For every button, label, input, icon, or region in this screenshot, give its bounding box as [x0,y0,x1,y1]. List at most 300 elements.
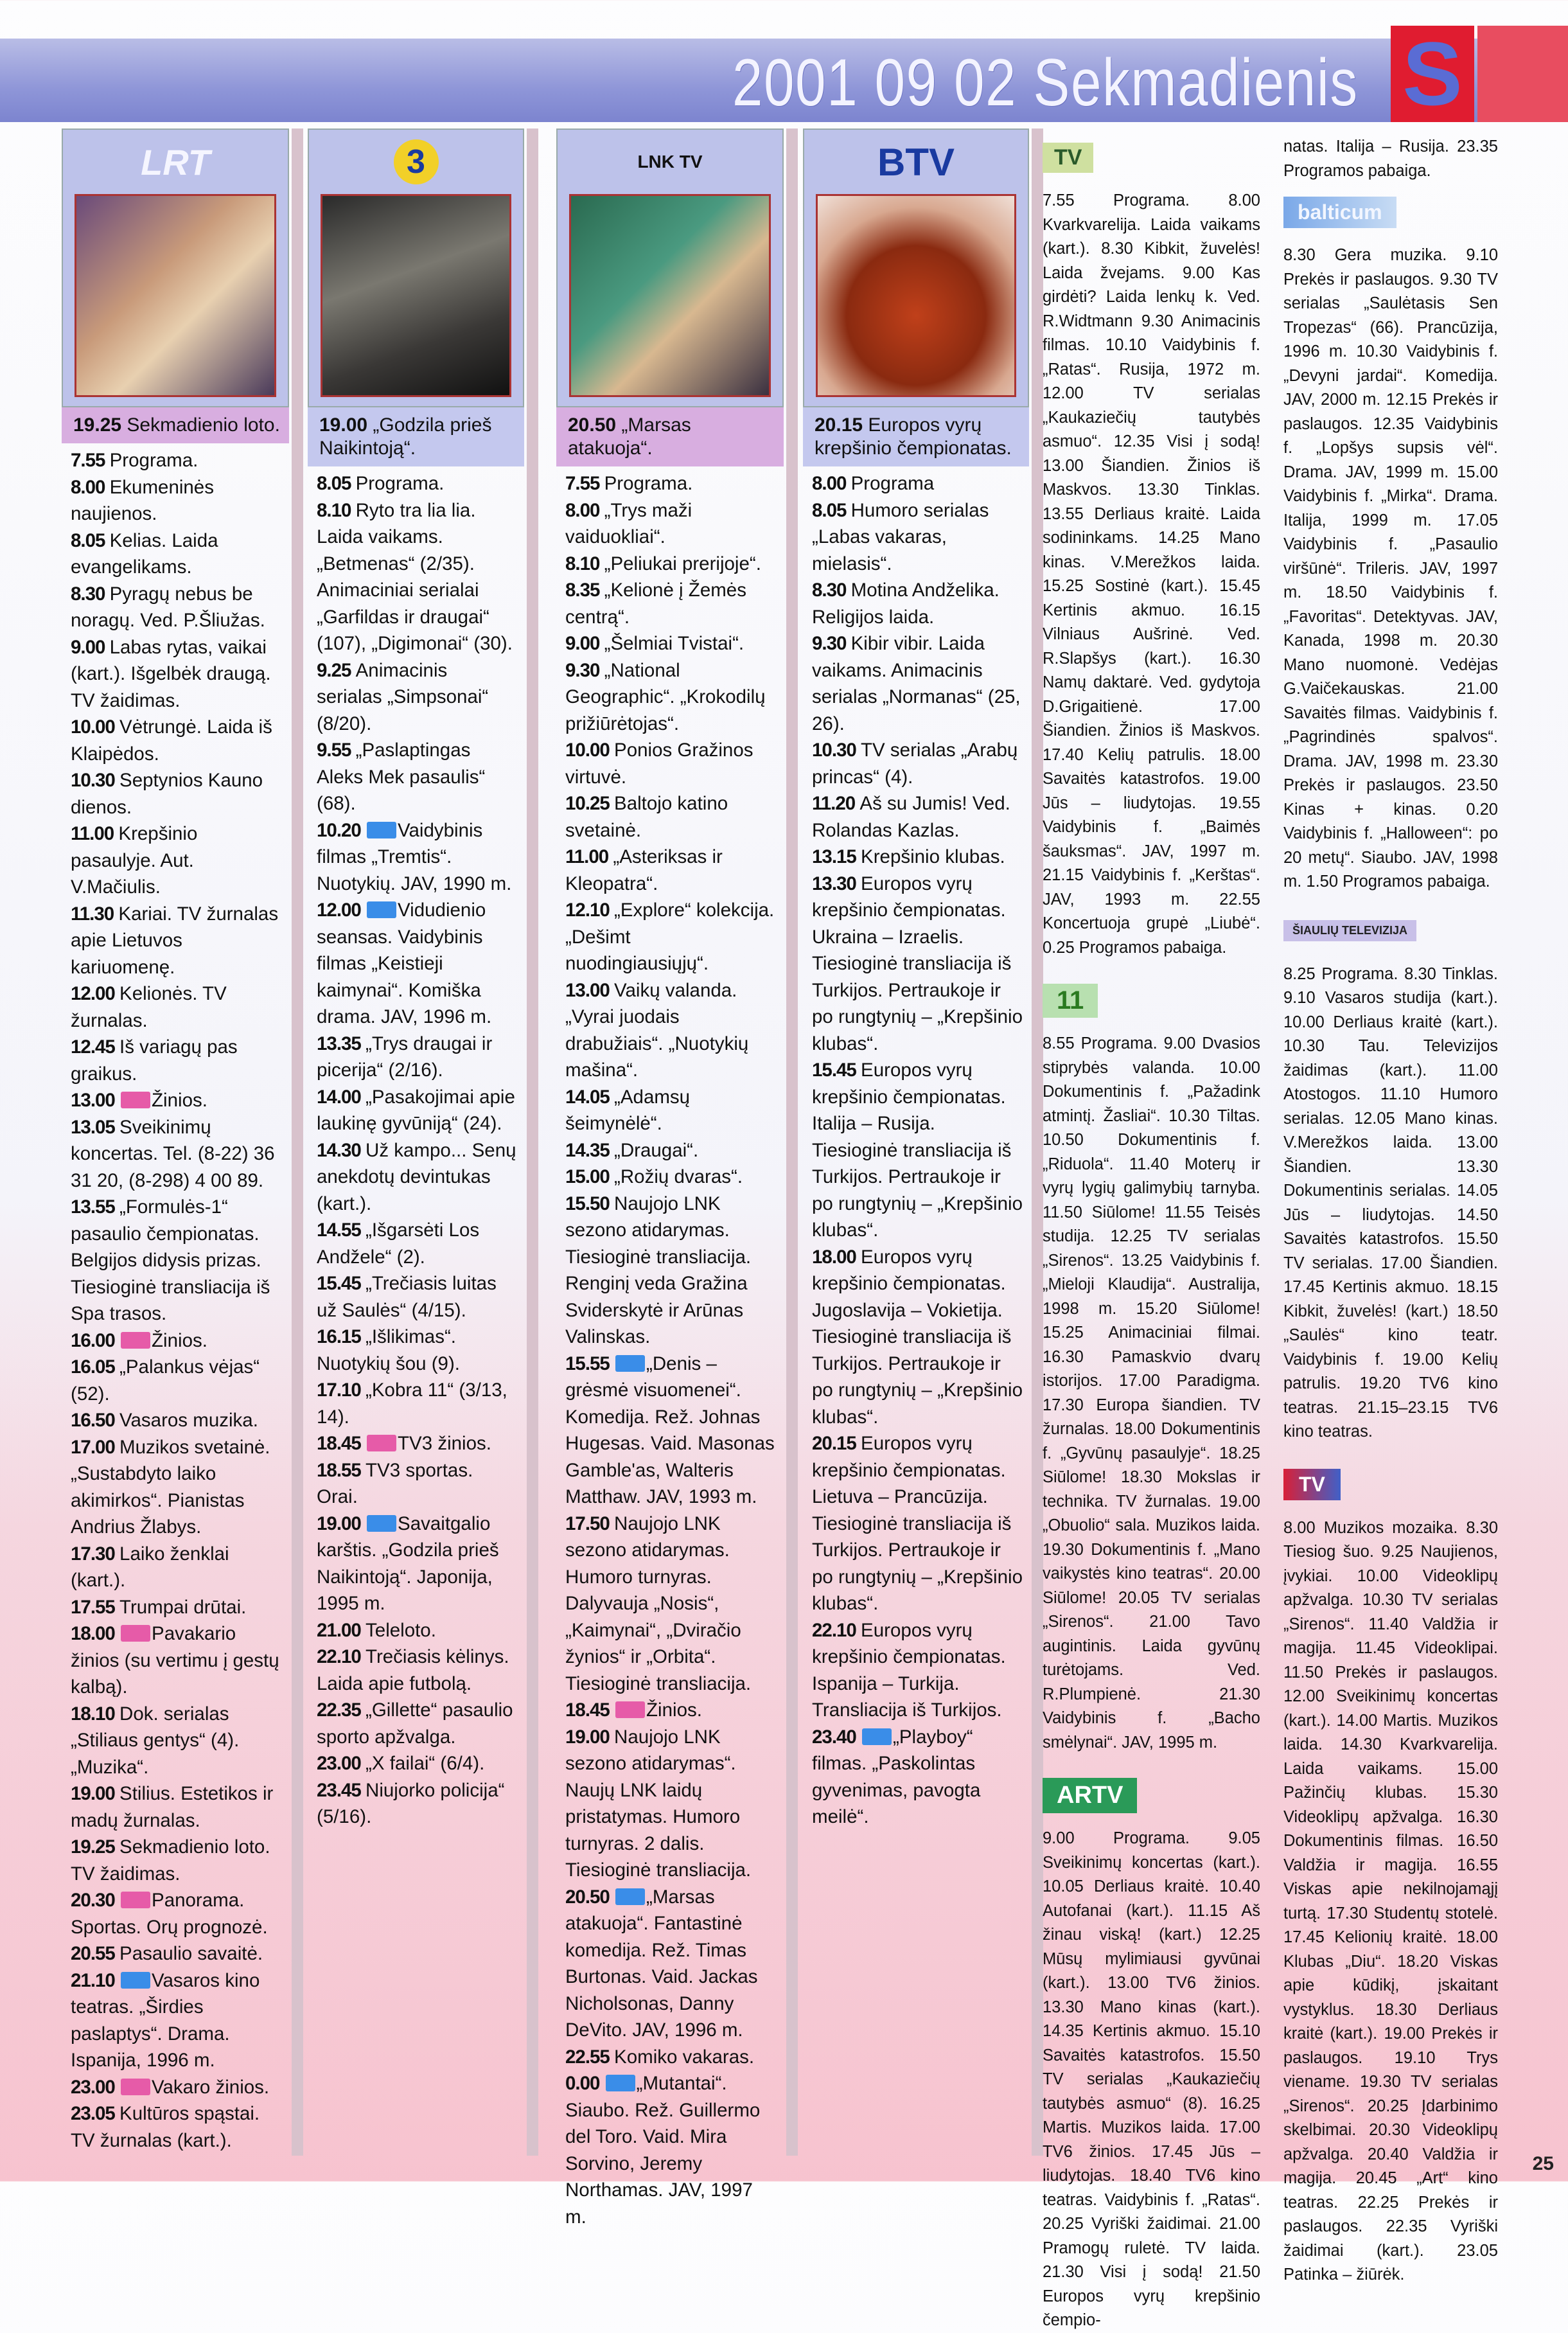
program-title: Už kampo... Senų anekdotų devintukas (kart.). [317,1139,516,1214]
program-time: 7.55 [71,450,110,471]
program-title: Vasaros kino teatras. „Širdies paslaptys“. Drama. Ispanija, 1996 m. [71,1969,260,2071]
program-time: 8.05 [812,499,851,521]
program-entry [565,497,777,551]
program-time: 17.50 [565,1512,615,1534]
program-time: 19.00 [565,1726,615,1748]
program-entry [317,1324,518,1377]
program-entry [317,657,518,738]
program-time: 23.00 [317,1753,366,1774]
program-time: 18.55 [317,1459,366,1481]
program-title: Ryto tra lia lia. Laida vaikams. „Betmenas“ (2/35). Animaciniai serialai „Garfildas ir draugai“ (107), „Digimonai“ (30). [317,499,513,654]
program-title: Kultūros spąstai. TV žurnalas (kart.). [71,2103,260,2151]
program-entry [71,1434,283,1541]
program-entry [565,577,777,630]
header-accent [1477,26,1568,122]
program-time: 19.00 [317,1512,366,1534]
program-title: Motina Andželika. Religijos laida. [812,580,1000,628]
channel-logo-balticum: balticum [1283,190,1503,235]
program-list [800,466,1032,1831]
page-number: 25 [1532,2153,1554,2174]
program-title: „Mutantai“. Siaubo. Rež. Guillermo del Toro. Vaid. Mira Sorvino, Jeremy Northamas. JAV, 1997 m. [565,2073,761,2228]
program-title: TV3 žinios. [398,1433,491,1454]
program-time: 8.05 [317,473,356,494]
program-entry [812,1724,1023,1831]
channel-logo-vilniaus: TV [1043,135,1265,180]
program-time: 20.15 [812,1433,861,1454]
program-entry [812,630,1023,737]
program-entry [317,1777,518,1831]
program-entry [565,2044,777,2071]
program-entry [565,844,777,897]
highlight-box [308,407,524,466]
program-time: 9.00 [71,636,110,658]
program-entry [317,470,518,497]
program-title: „Palankus vėjas“ (52). [71,1356,260,1405]
program-time: 16.50 [71,1410,120,1431]
program-time: 18.10 [71,1703,120,1725]
program-title: Pasaulio savaitė. [119,1943,263,1964]
program-title: Ponios Gražinos virtuvė. [565,740,753,788]
program-title: Iš variagų pas graikus. [71,1036,238,1085]
program-title: „Draugai“. [614,1139,699,1161]
program-title: Naujojo LNK sezono atidarymas. Humoro turnyras. Dalyvauja „Nosis“, „Kaimynai“, „Dviračio žynios“ ir „Orbita“. Tiesioginė transliacija. [565,1512,752,1694]
program-entry [812,577,1023,630]
highlight-box [556,407,784,466]
program-title: Vidudienio seansas. Vaidybinis filmas „Keistieji kaimynai“. Komiška drama. JAV, 1996 m. [317,900,492,1027]
program-time: 10.20 [317,819,366,841]
channel-logo-pltv: TV [1283,1462,1503,1507]
program-entry [565,1191,777,1351]
highlight-title: „Marsas atakuoja“. [568,414,691,459]
program-title: Krepšinio klubas. [861,846,1005,867]
program-time: 13.55 [71,1196,120,1218]
program-entry [565,1884,777,2044]
program-title: „Šelmiai Tvistai“. [604,633,744,654]
program-title: TV serialas „Arabų princas“ (4). [812,740,1018,788]
program-title: Žinios. [152,1329,207,1351]
promo-photo [816,194,1016,397]
program-time: 8.00 [565,499,604,521]
program-title: Vaidybinis filmas „Tremtis“. Nuotykių. JAV, 1990 m. [317,819,512,894]
channel-column-tv3 [305,129,538,2156]
program-title: Ekumeninės naujienos. [71,476,214,524]
program-time: 7.55 [565,473,604,494]
news-icon [121,1892,150,1908]
program-entry [565,1351,777,1511]
program-time: 14.35 [565,1139,615,1161]
program-entry [317,737,518,817]
program-entry [317,1377,518,1430]
program-time: 15.55 [565,1353,615,1374]
program-time: 13.15 [812,846,861,867]
program-title: „Playboy“ filmas. „Paskolintas gyvenimas, pavogta meilė“. [812,1726,981,1827]
program-entry [317,1031,518,1084]
program-title: „Adamsų šeimynėlė“. [565,1086,691,1134]
program-time: 8.00 [71,476,110,498]
program-time: 21.00 [317,1619,366,1641]
program-title: Sveikinimų koncertas. Tel. (8-22) 36 31 20, (8-298) 4 00 89. [71,1116,275,1191]
program-time: 13.30 [812,873,861,894]
program-title: Žinios. [646,1699,702,1721]
program-entry [71,821,283,901]
film-icon [862,1728,892,1745]
program-title: Niujorko policija“ (5/16). [317,1779,505,1827]
program-list [305,466,527,1831]
program-title: Pavakario žinios (su vertimu į gestų kalbą). [71,1623,279,1698]
program-entry [71,1701,283,1781]
channel-column-btv [800,129,1043,2156]
program-entry [71,1887,283,1940]
minor-channels-column-a [1037,129,1265,2329]
program-entry [71,1967,283,2074]
program-entry [812,844,1023,871]
channel-header [308,129,524,407]
program-time: 18.45 [565,1699,615,1721]
highlight-time: 20.15 [815,414,863,436]
program-entry [565,1137,777,1164]
program-time: 13.05 [71,1116,120,1138]
program-entry [71,1327,283,1354]
program-entry [71,634,283,714]
program-time: 17.30 [71,1543,120,1565]
program-title: Sekmadienio loto. TV žaidimas. [71,1836,270,1885]
program-time: 8.05 [71,529,110,551]
program-title: „Išgarsėti Los Andžele“ (2). [317,1220,480,1268]
program-entry [317,1084,518,1137]
program-title: „Trys maži vaiduokliai“. [565,499,692,547]
program-title: Naujojo LNK sezono atidarymas“. Naujų LNK laidų pristatymas. Humoro turnyras. 2 dalis. Tiesioginė transliacija. [565,1726,752,1881]
program-title: Programa [850,473,935,494]
schedule-text: 9.00 Programa. 9.05 Sveikinimų koncertas (kart.). 10.05 Derliaus kraitė. 10.40 Autofanai (kart.). 11.15 Aš žinau viską! (kart.) 12.25 Mūsų mylimiausi gyvūnai (kart.). 13.00 TV6 žinios. 13.30 Mano kinas (kart.). 14.35 Kertinis akmuo. 15.10 Savaitės katastrofos. 15.50 TV serialas „Kaukaziečių tautybės asmuo“ (8). 16.25 Martis. Muzikos laida. 17.00 TV6 žinios. 17.45 Jūs – liudytojas. 18.40 TV6 kino teatras. Vaidybinis f. „Ratas“. 20.25 Vyriški žaidimai. 21.00 Pramogų ruletė. TV laida. 21.30 Visi į sodą! 21.50 Europos vyrų krepšinio čempio- [1043,1829,1260,2329]
news-icon [121,1625,150,1642]
program-title: Programa. [355,473,445,494]
program-time: 9.30 [565,659,604,681]
film-icon [367,822,396,838]
program-time: 16.05 [71,1356,120,1378]
highlight-title: „Godzila prieš Naikintoją“. [319,414,492,459]
highlight-box [62,407,289,443]
program-entry [812,790,1023,844]
program-time: 10.30 [812,740,861,761]
program-time: 9.25 [317,659,356,681]
program-title: „Gillette“ pasaulio sporto apžvalga. [317,1699,513,1748]
program-time: 9.30 [812,633,851,654]
program-time: 8.10 [317,499,356,521]
program-list [554,466,786,2230]
program-title: Kelionės. TV žurnalas. [71,983,227,1031]
highlight-title: Europos vyrų krepšinio čempionatas. [815,414,1012,459]
program-time: 13.00 [565,979,615,1001]
program-title: Panorama. Sportas. Orų prognozė. [71,1890,268,1938]
program-title: „Trečiasis luitas už Saulės“ (4/15). [317,1273,497,1321]
program-title: „Denis – grėsmė visuomenei“. Komedija. Rež. Johnas Hugesas. Vaid. Masonas Gamble'as, Walteris Matthaw. JAV, 1993 m. [565,1353,775,1507]
program-time: 12.00 [317,900,366,921]
program-time: 10.25 [565,793,615,814]
channel-column-lrt [59,129,303,2156]
program-time: 23.45 [317,1779,366,1801]
channel-logo: LNK TV [637,152,703,172]
schedule-text: natas. Italija – Rusija. 23.35 Programos pabaiga. [1283,137,1498,180]
program-entry [317,817,518,898]
film-icon [367,1515,396,1532]
program-time: 13.35 [317,1033,366,1054]
highlight-box [803,407,1029,466]
program-entry [317,1457,518,1511]
program-entry [565,1164,777,1191]
program-title: „Kelionė į Žemės centrą“. [565,580,746,628]
program-time: 8.00 [812,473,851,494]
program-entry [71,1594,283,1621]
program-time: 10.00 [565,740,615,761]
program-entry [317,897,518,1031]
schedule-text: 7.55 Programa. 8.00 Kvarkvarelija. Laida vaikams (kart.). 8.30 Kibkit, žuvelės! Laida žvejams. 9.00 Kas girdėti? Laida lenkų k. Ved. R.Widtmann 9.30 Animacinis filmas. 10.10 Vaidybinis f. „Ratas“. Rusija, 1972 m. 12.00 TV serialas „Kaukaziečių tautybės asmuo“. 12.35 Visi į sodą! 13.00 Šiandien. Žinios iš Maskvos. 13.30 Tinklas. 13.55 Derliaus kraitė. Laida sodininkams. 14.25 Mano kinas. V.Merežkos laida. 15.25 Sostinė (kart.). 15.45 Kertinis akmuo. 16.15 Vilniaus Aušrinė. Ved. R.Slapšys (kart.). 16.30 Namų daktarė. Ved. gydytoja D.Grigaitienė. 17.00 Šiandien. Žinios iš Maskvos. 17.40 Kelių patrulis. 18.00 Savaitės katastrofos. 19.00 Jūs – liudytojas. 19.55 Vaidybinis f. „Baimės šauksmas“. JAV, 1997 m. 21.15 Vaidybinis f. „Kerštas“. JAV, 1993 m. 22.55 Koncertuoja grupė „Liubė“. 0.25 Programos pabaiga. [1043,191,1260,957]
program-entry [71,1834,283,1887]
program-title: „Išlikimas“. Nuotykių šou (9). [317,1326,460,1374]
program-entry [71,2100,283,2154]
channel-logo-11: 11 [1043,978,1265,1023]
film-icon [606,2075,635,2091]
program-entry [71,528,283,581]
program-time: 22.55 [565,2046,615,2068]
program-title: „Marsas atakuoja“. Fantastinė komedija. Rež. Timas Burtonas. Vaid. Jackas Nicholsonas, Danny DeVito. JAV, 1996 m. [565,1886,758,2041]
program-entry [71,1780,283,1834]
program-entry [565,1511,777,1698]
channel-logo: BTV [877,140,955,184]
schedule-text: 8.00 Muzikos mozaika. 8.30 Tiesiog šuo. 9.25 Naujienos, įvykiai. 10.00 Videoklipų apžvalga. 10.30 TV serialas „Sirenos“. 11.40 Valdžia ir magija. 11.45 Videoklipai. 11.50 Prekės ir paslaugos. 12.00 Sveikinimų koncertas (kart.). 14.00 Martis. Muzikos laida. 14.30 Kvarkvarelija. Laida vaikams. 15.00 Pažinčių klubas. 15.30 Videoklipų apžvalga. 16.30 Dokumentinis filmas. 16.50 Valdžia ir magija. 16.55 Viskas apie nekilnojamąjį turtą. 17.30 Studentų stotelė. 17.45 Kelionių kraitė. 18.00 Klubas „Diu“. 18.20 Viskas apie kūdikį, įskaitant vystyklus. 18.30 Derliaus kraitė (kart.). 19.00 Prekės ir paslaugos. 19.10 Trys viename. 19.30 TV serialas „Sirenos“. 20.25 Įdarbinimo skelbimai. 20.30 Videoklipų apžvalga. 20.40 Valdžia ir magija. 20.45 „Art“ kino teatras. 22.25 Prekės ir paslaugos. 22.35 Vyriški žaidimai (kart.). 23.05 Patinka – žiūrėk. [1283,1518,1498,2284]
program-title: „National Geographic“. „Krokodilų prižiūrėtojas“. [565,659,766,734]
program-entry [565,1724,777,1884]
program-entry [565,790,777,844]
program-entry [317,1430,518,1457]
program-title: Žinios. [152,1090,207,1111]
program-time: 8.35 [565,580,604,601]
program-title: „Pasakojimai apie laukinę gyvūniją“ (24). [317,1086,515,1134]
program-title: TV3 sportas. Orai. [317,1459,473,1507]
channel-logo-artv: ARTV [1043,1773,1265,1818]
program-title: Dok. serialas „Stiliaus gentys“ (4). „Muzika“. [71,1703,240,1778]
channel-logo-siauliu: ŠIAULIŲ TELEVIZIJA [1283,909,1503,954]
program-entry [812,737,1023,790]
program-title: Vakaro žinios. [152,2076,270,2098]
program-title: „Kobra 11“ (3/13, 14). [317,1379,507,1428]
program-time: 19.25 [71,1836,120,1858]
program-title: Programa. [109,450,198,471]
program-entry [812,470,1023,497]
program-entry [565,977,777,1084]
program-time: 14.55 [317,1220,366,1241]
program-entry [317,1617,518,1644]
program-entry [71,714,283,767]
program-entry [812,1244,1023,1431]
program-time: 11.30 [71,903,119,925]
program-title: Stilius. Estetikos ir madų žurnalas. [71,1783,274,1831]
program-title: „Peliukai prerijoje“. [604,553,761,574]
minor-channels-column-b [1278,135,1503,2284]
program-entry [565,897,777,977]
program-time: 17.10 [317,1379,366,1401]
program-entry [71,767,283,821]
program-title: Europos vyrų krepšinio čempionatas. Ispanija – Turkija. Transliacija iš Turkijos. [812,1619,1006,1721]
program-entry [71,447,283,474]
film-icon [367,901,396,918]
program-time: 10.00 [71,716,120,738]
program-entry [565,470,777,497]
program-title: Komiko vakaras. [614,2046,755,2068]
program-entry [71,901,283,981]
program-title: Programa. [604,473,693,494]
program-entry [565,737,777,790]
film-icon [615,1355,645,1372]
program-title: „Rožių dvaras“. [614,1166,743,1187]
program-time: 13.00 [71,1090,120,1111]
news-icon [121,1332,150,1349]
program-time: 15.45 [812,1060,861,1081]
program-entry [71,1940,283,1967]
program-entry [317,1137,518,1218]
program-title: Animacinis serialas „Simpsonai“ (8/20). [317,659,489,734]
program-title: Labas rytas, vaikai (kart.). Išgelbėk draugą. TV žaidimas. [71,636,271,711]
program-entry [565,2070,777,2230]
program-title: Europos vyrų krepšinio čempionatas. Lietuva – Prancūzija. Tiesioginė transliacija iš Turkijos. Pertraukoje ir po rungtynių – „Krepšinio klubas“. [812,1433,1023,1614]
program-title: Humoro serialas „Labas vakaras, mielasis“. [812,499,989,574]
news-icon [121,2079,150,2095]
program-time: 14.30 [317,1139,366,1161]
program-time: 23.00 [71,2076,120,2098]
program-time: 18.00 [812,1246,861,1268]
film-icon [121,1972,150,1989]
program-time: 23.40 [812,1726,861,1748]
program-time: 11.00 [71,823,119,844]
program-title: Kariai. TV žurnalas apie Lietuvos kariuomenę. [71,903,279,978]
highlight-title: Sekmadienio loto. [127,414,280,436]
schedule-text: 8.55 Programa. 9.00 Dvasios stiprybės valanda. 10.00 Dokumentinis f. „Pažadink atmintį. Žasliai“. 10.30 Tiltas. 10.50 Dokumentinis f. „Riduola“. 11.40 Moterų ir vyrų lygių galimybių tarnyba. 11.50 Siūlome! 11.55 Teisės studija. 12.25 TV serialas „Sirenos“. 13.25 Vaidybinis f. „Mieloji Klaudija“. Australija, 1998 m. 15.20 Siūlome! 15.25 Animaciniai filmai. 16.30 Pamaskvio dvarų istorijos. 17.00 Paradigma. 17.30 Europa šiandien. TV žurnalas. 18.00 Dokumentinis f. „Gyvūnų pasaulyje“. 18.25 Siūlome! 18.30 Mokslas ir technika. TV žurnalas. 19.00 „Obuolio“ sala. Muzikos laida. 19.30 Dokumentinis f. „Mano vaikystės kino teatras“. 20.00 Siūlome! 20.05 TV serialas „Sirenos“. 21.00 Tavo augintinis. Laida gyvūnų turėtojams. Ved. R.Plumpienė. 21.30 Vaidybinis f. „Bacho smėlynai“. JAV, 1995 m. [1043,1034,1260,1752]
program-time: 12.00 [71,983,120,1004]
program-entry [565,1697,777,1724]
program-title: „Formulės-1“ pasaulio čempionatas. Belgijos didysis prizas. Tiesioginė transliacija iš Spa trasos. [71,1196,270,1324]
program-title: Savaitgalio karštis. „Godzila prieš Naikintoją“. Japonija, 1995 m. [317,1512,499,1614]
program-entry [317,497,518,657]
program-time: 10.30 [71,770,120,791]
program-time: 20.55 [71,1943,120,1964]
program-entry [317,1270,518,1324]
program-title: Trečiasis kėlinys. Laida apie futbolą. [317,1646,509,1694]
program-time: 22.10 [317,1646,366,1667]
program-time: 14.05 [565,1086,615,1108]
program-entry [317,1750,518,1777]
program-entry [71,1407,283,1434]
promo-photo [569,194,771,397]
program-title: Vėtrungė. Laida iš Klaipėdos. [71,716,272,765]
program-time: 16.00 [71,1329,120,1351]
program-time: 22.35 [317,1699,366,1721]
program-title: Europos vyrų krepšinio čempionatas. Jugoslavija – Vokietija. Tiesioginė transliacija iš Turkijos. Pertraukoje ir po rungtynių – „Krepšinio klubas“. [812,1246,1023,1428]
program-title: Vaikų valanda. „Vyrai juodais drabužiais“. „Nuotykių mašina“. [565,979,749,1081]
news-icon [121,1092,150,1108]
channel-header [556,129,784,407]
program-time: 20.50 [565,1886,615,1908]
program-entry [71,1194,283,1327]
channel-logo: 3 [309,130,523,194]
program-entry [71,581,283,634]
program-time: 8.30 [812,580,851,601]
program-entry [317,1644,518,1697]
program-entry [71,474,283,528]
program-title: Europos vyrų krepšinio čempionatas. Italija – Rusija. Tiesioginė transliacija iš Turkijos. Pertraukoje ir po rungtynių – „Krepšinio klubas“. [812,1060,1023,1241]
program-title: „Explore“ kolekcija. „Dešimt nuodingiausiųjų“. [565,900,775,974]
program-entry [565,551,777,578]
program-entry [812,1617,1023,1724]
program-time: 18.00 [71,1623,120,1644]
program-title: „X failai“ (6/4). [366,1753,485,1774]
program-time: 14.00 [317,1086,366,1108]
program-title: Muzikos svetainė. „Sustabdyto laiko akimirkos“. Pianistas Andrius Žlabys. [71,1436,270,1538]
channel-header [803,129,1029,407]
schedule-text: 8.30 Gera muzika. 9.10 Prekės ir paslaugos. 9.30 TV serialas „Saulėtasis Sen Tropezas“ (66). Prancūzija, 1996 m. 10.30 Vaidybinis f. „Devyni jardai“. Komedija. JAV, 2000 m. 12.15 Prekės ir paslaugos. 12.35 Vaidybinis f. „Lopšys supsis vėl“. Drama. JAV, 1999 m. 15.00 Vaidybinis f. „Mirka“. Drama. Italija, 1999 m. 17.05 Vaidybinis f. „Pasaulio viršūnė“. Trileris. JAV, 1997 m. 18.50 Vaidybinis f. „Favoritas“. Detektyvas. JAV, Kanada, 1998 m. 20.30 Mano nuomonė. Vedėjas G.Vaičekauskas. 21.00 Savaitės filmas. Vaidybinis f. „Pagrindinės spalvos“. Drama. JAV, 1998 m. 23.30 Prekės ir paslaugos. 23.50 Kinas + kinas. 0.20 Vaidybinis f. „Halloween“: po 20 metų“. Siaubo. JAV, 1998 m. 1.50 Programos pabaiga. [1283,246,1498,891]
program-title: Naujojo LNK sezono atidarymas. Tiesioginė transliacija. Renginį veda Gražina Sviderskytė ir Arūnas Valinskas. [565,1193,752,1347]
program-entry [812,1430,1023,1617]
highlight-time: 19.25 [73,414,122,436]
program-time: 17.55 [71,1596,120,1618]
program-time: 15.45 [317,1273,366,1294]
day-badge: S [1391,26,1474,122]
program-list [59,443,292,2154]
program-time: 12.10 [565,900,615,921]
program-title: Vasaros muzika. [119,1410,258,1431]
news-icon [367,1435,396,1451]
channel-column-lnk [554,129,798,2228]
program-time: 20.30 [71,1890,120,1911]
news-icon [615,1701,645,1718]
program-title: „Paslaptingas Aleks Mek pasaulis“ (68). [317,740,486,814]
program-time: 8.30 [71,583,110,605]
program-time: 23.05 [71,2103,120,2124]
program-time: 21.10 [71,1969,120,1991]
program-entry [317,1697,518,1750]
program-time: 11.20 [812,793,860,814]
program-time: 15.00 [565,1166,615,1187]
program-title: „Asteriksas ir Kleopatra“. [565,846,723,894]
program-time: 16.15 [317,1326,366,1347]
program-title: Kibir vibir. Laida vaikams. Animacinis serialas „Normanas“ (25, 26). [812,633,1021,734]
program-entry [71,980,283,1034]
highlight-time: 19.00 [319,414,368,436]
program-title: Laiko ženklai (kart.). [71,1543,229,1591]
promo-photo [75,194,276,397]
program-title: Teleloto. [366,1619,436,1641]
program-title: Baltojo katino svetainė. [565,793,728,841]
program-entry [565,630,777,657]
program-title: Trumpai drūtai. [119,1596,247,1618]
program-time: 17.00 [71,1436,120,1458]
page-title: 2001 09 02 Sekmadienis [732,46,1359,120]
program-title: Krepšinio pasaulyje. Aut. V.Mačiulis. [71,823,198,898]
program-title: „Trys draugai ir picerija“ (2/16). [317,1033,493,1081]
program-entry [71,1034,283,1087]
program-time: 19.00 [71,1783,120,1804]
program-entry [317,1511,518,1617]
program-title: Kelias. Laida evangelikams. [71,529,218,578]
program-time: 15.50 [565,1193,615,1214]
channel-logo: LRT [141,141,210,182]
program-title: Pyragų nebus be noragų. Ved. P.Šliužas. [71,583,265,631]
program-entry [317,1217,518,1270]
program-entry [71,1087,283,1114]
promo-photo [321,194,511,397]
program-time: 9.55 [317,740,356,761]
program-time: 12.45 [71,1036,120,1058]
program-entry [71,1541,283,1594]
program-entry [71,2074,283,2101]
